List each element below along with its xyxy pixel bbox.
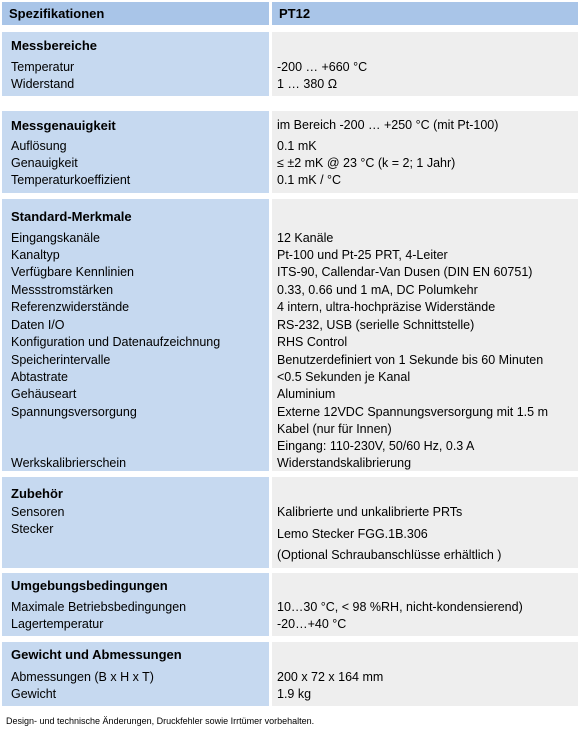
- row-label: Sensoren: [11, 505, 65, 519]
- section-title-value: im Bereich -200 … +250 °C (mit Pt-100): [277, 118, 499, 132]
- row-value: 0.1 mK: [277, 139, 317, 153]
- section-zubehoer: [2, 477, 578, 568]
- row-label: Maximale Betriebsbedingungen: [11, 600, 187, 614]
- row-value: 4 intern, ultra-hochpräzise Widerstände: [277, 300, 496, 314]
- row-value-line2: (Optional Schraubanschlüsse erhältlich ): [277, 548, 502, 562]
- row-value: RS-232, USB (serielle Schnittstelle): [277, 318, 475, 332]
- row-value-line3: Eingang: 110-230V, 50/60 Hz, 0.3 A: [277, 439, 475, 453]
- header-label-cell: [2, 2, 269, 25]
- header-model: PT12: [279, 6, 311, 21]
- section-messgenauigkeit: [2, 111, 578, 193]
- row-label: Widerstand: [11, 77, 75, 91]
- row-value: 1 … 380 Ω: [277, 77, 338, 91]
- section-title: Messgenauigkeit: [11, 118, 116, 133]
- section-umgebungsbedingungen: [2, 573, 578, 636]
- section-gewicht-abmessungen: [2, 642, 578, 706]
- row-label: Messstromstärken: [11, 283, 114, 297]
- row-label: Abtastrate: [11, 370, 68, 384]
- table-header: [2, 2, 578, 25]
- row-label: Konfiguration und Datenaufzeichnung: [11, 335, 221, 349]
- row-value: Pt-100 und Pt-25 PRT, 4-Leiter: [277, 248, 448, 262]
- row-value: ≤ ±2 mK @ 23 °C (k = 2; 1 Jahr): [277, 156, 456, 170]
- row-value: Externe 12VDC Spannungsversorgung mit 1.5 m: [277, 405, 548, 419]
- row-value: Aluminium: [277, 387, 336, 401]
- row-value: 12 Kanäle: [277, 231, 334, 245]
- row-value: <0.5 Sekunden je Kanal: [277, 370, 411, 384]
- row-label: Gehäuseart: [11, 387, 77, 401]
- row-value: 0.1 mK / °C: [277, 173, 342, 187]
- row-label: Referenzwiderstände: [11, 300, 130, 314]
- header-label: Spezifikationen: [9, 6, 105, 21]
- section-title: Zubehör: [11, 486, 63, 501]
- row-value-line2: Kabel (nur für Innen): [277, 422, 392, 436]
- row-value: ITS-90, Callendar-Van Dusen (DIN EN 60751): [277, 265, 533, 279]
- row-value: -20…+40 °C: [277, 617, 347, 631]
- row-label: Lagertemperatur: [11, 617, 104, 631]
- row-value: Kalibrierte und unkalibrierte PRTs: [277, 505, 463, 519]
- row-value: 1.9 kg: [277, 687, 312, 701]
- row-value: 0.33, 0.66 und 1 mA, DC Polumkehr: [277, 283, 478, 297]
- row-label: Abmessungen (B x H x T): [11, 670, 154, 684]
- row-value: Lemo Stecker FGG.1B.306: [277, 527, 428, 541]
- row-label: Auflösung: [11, 139, 67, 153]
- row-value: 200 x 72 x 164 mm: [277, 670, 384, 684]
- row-value: RHS Control: [277, 335, 348, 349]
- section-messbereiche: [2, 32, 578, 96]
- row-value: -200 … +660 °C: [277, 60, 368, 74]
- section-title: Messbereiche: [11, 38, 97, 53]
- row-label: Daten I/O: [11, 318, 65, 332]
- row-label: Temperaturkoeffizient: [11, 173, 131, 187]
- row-value: Benutzerdefiniert von 1 Sekunde bis 60 Minuten: [277, 353, 544, 367]
- row-label: Stecker: [11, 522, 54, 536]
- footer-disclaimer: Design- und technische Änderungen, Druckfehler sowie Irrtümer vorbehalten.: [6, 716, 315, 726]
- section-title: Gewicht und Abmessungen: [11, 647, 182, 662]
- row-value: Widerstandskalibrierung: [277, 456, 412, 470]
- row-label: Spannungsversorgung: [11, 405, 137, 419]
- section-title: Umgebungsbedingungen: [11, 578, 168, 593]
- row-label: Temperatur: [11, 60, 75, 74]
- section-title: Standard-Merkmale: [11, 209, 132, 224]
- header-model-cell: [272, 2, 578, 25]
- row-label: Verfügbare Kennlinien: [11, 265, 135, 279]
- row-label: Eingangskanäle: [11, 231, 100, 245]
- row-label: Genauigkeit: [11, 156, 78, 170]
- row-value: 10…30 °C, < 98 %RH, nicht-kondensierend): [277, 600, 523, 614]
- row-label: Speicherintervalle: [11, 353, 111, 367]
- row-label: Werkskalibrierschein: [11, 456, 127, 470]
- section-standard-merkmale: [2, 199, 578, 471]
- row-label: Kanaltyp: [11, 248, 60, 262]
- row-label: Gewicht: [11, 687, 57, 701]
